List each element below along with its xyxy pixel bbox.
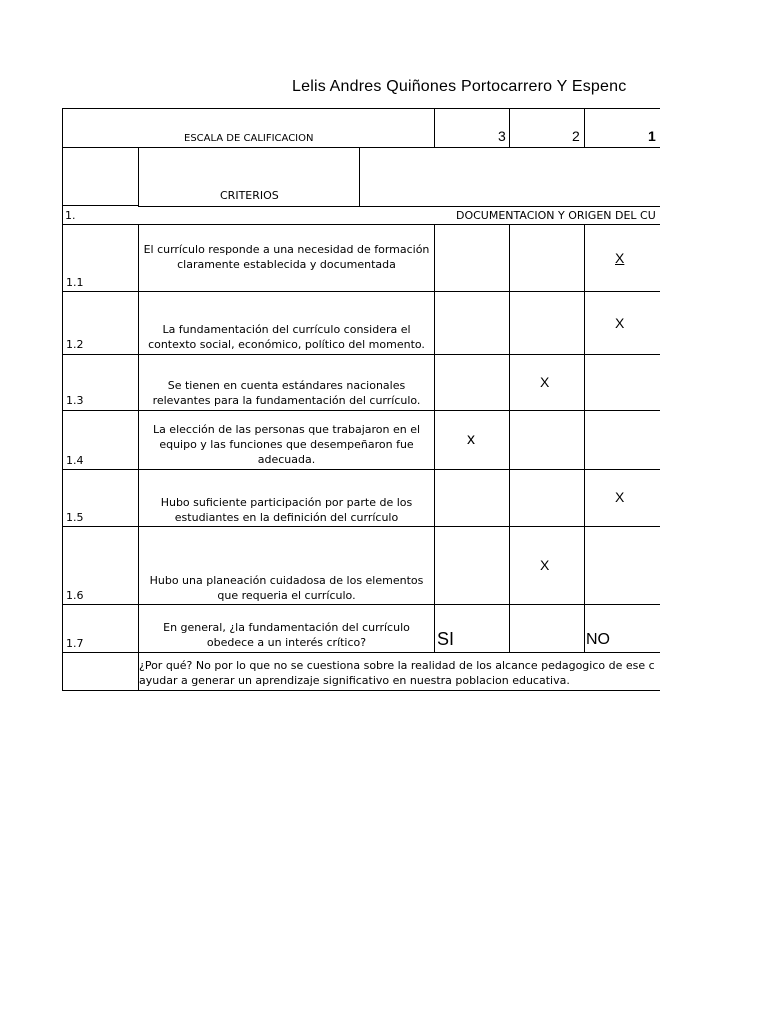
row-number-1-6: 1.6 <box>66 589 84 602</box>
row-number-1-3: 1.3 <box>66 394 84 407</box>
document-title: Lelis Andres Quiñones Portocarrero Y Espenc <box>292 78 627 95</box>
mark-1-4: x <box>467 431 475 448</box>
grid-line <box>62 410 660 411</box>
grid-line <box>62 652 660 653</box>
section-title: DOCUMENTACION Y ORIGEN DEL CU <box>456 209 656 222</box>
mark-1-1: X <box>615 250 625 266</box>
why-line-1: ¿Por qué? No por lo que no se cuestiona sobre la realidad de los alcance pedagogico de ese c <box>139 659 655 672</box>
why-line-2: ayudar a generar un aprendizaje significativo en nuestra poblacion educativa. <box>139 674 570 687</box>
score-3: 3 <box>498 128 506 144</box>
answer-si: SI <box>437 629 455 649</box>
grid-line <box>138 224 139 691</box>
grid-line <box>509 224 510 653</box>
grid-line <box>62 108 660 109</box>
score-2: 2 <box>572 128 580 144</box>
row-number-1-4: 1.4 <box>66 454 84 467</box>
grid-line <box>584 224 585 653</box>
criteria-header: CRITERIOS <box>220 189 279 202</box>
answer-no: NO <box>586 631 610 648</box>
mark-1-5: X <box>615 489 625 505</box>
row-number-1-7: 1.7 <box>66 637 84 650</box>
mark-1-3: X <box>540 374 550 390</box>
scale-label: ESCALA DE CALIFICACION <box>184 133 314 144</box>
grid-line <box>62 291 660 292</box>
grid-line <box>359 147 360 206</box>
criterion-1-7: En general, ¿la fundamentación del currículo obedece a un interés crítico? <box>163 621 410 649</box>
grid-line <box>509 108 510 148</box>
criterion-1-1: El currículo responde a una necesidad de formación claramente establecida y documentada <box>143 243 430 271</box>
criterion-1-6: Hubo una planeación cuidadosa de los elementos que requeria el currículo. <box>149 574 424 602</box>
row-number-1-1: 1.1 <box>66 276 84 289</box>
criterion-1-3: Se tienen en cuenta estándares nacionales relevantes para la fundamentación del currículo. <box>152 379 421 407</box>
grid-line <box>62 354 660 355</box>
grid-line <box>434 224 435 653</box>
grid-line <box>62 690 660 691</box>
criterion-1-5: Hubo suficiente participación por parte de los estudiantes en la definición del currículo <box>160 496 413 524</box>
grid-line <box>62 224 660 225</box>
grid-line <box>62 526 660 527</box>
grid-line <box>138 147 139 206</box>
grid-line <box>62 604 660 605</box>
score-1: 1 <box>648 128 656 144</box>
grid-line <box>584 108 585 148</box>
grid-line <box>62 205 138 206</box>
grid-line <box>434 108 435 148</box>
row-number-1-5: 1.5 <box>66 511 84 524</box>
grid-line <box>62 108 63 691</box>
row-number-1-2: 1.2 <box>66 338 84 351</box>
grid-line <box>138 206 660 207</box>
criterion-1-2: La fundamentación del currículo considera el contexto social, económico, político del momento. <box>148 323 425 351</box>
criterion-1-4: La elección de las personas que trabajaron en el equipo y las funciones que desempeñaron fue adecuada. <box>152 423 421 466</box>
section-number: 1. <box>65 209 76 222</box>
grid-line <box>62 147 660 148</box>
mark-1-6: X <box>540 557 550 573</box>
mark-1-2: X <box>615 315 625 331</box>
grid-line <box>62 469 660 470</box>
